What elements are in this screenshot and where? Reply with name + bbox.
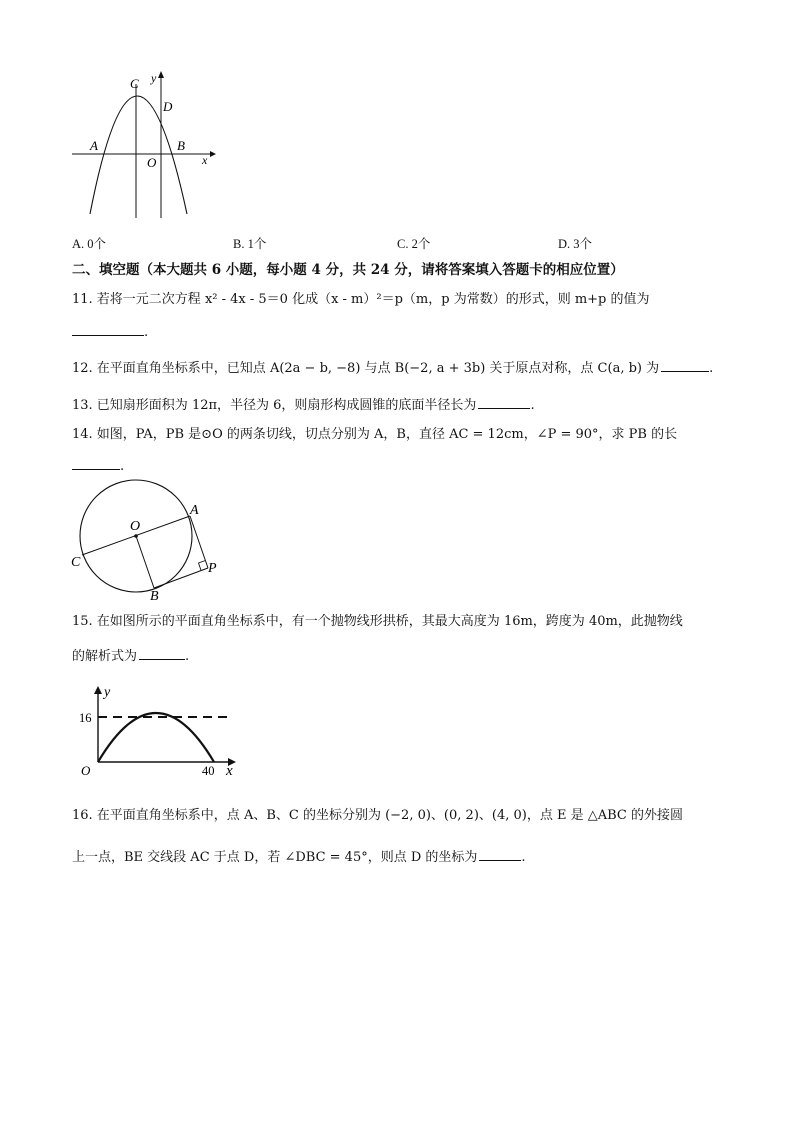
arch-figure (74, 684, 244, 779)
label-o: O (81, 763, 91, 778)
question-15-line1: 15. 在如图所示的平面直角坐标系中，有一个抛物线形拱桥，其最大高度为 16m，跨度为 40m，此抛物线 (72, 614, 683, 629)
option-d: D. 3个 (558, 237, 593, 251)
question-15-line2 (72, 646, 189, 666)
tangent-pb (154, 568, 208, 588)
y-axis-arrow (94, 686, 102, 694)
label-y: y (151, 71, 157, 85)
option-b: B. 1个 (233, 237, 267, 251)
label-b: B (177, 138, 185, 153)
x-axis-arrow (210, 151, 216, 157)
question-12-text: 12. 在平面直角坐标系中，已知点 A(2a − b, −8) 与点 B(−2, a + 3b) 关于原点对称，点 C(a, b) 为 (72, 361, 660, 376)
option-a: A. 0个 (72, 237, 107, 251)
question-16-line2-text: 上一点，BE 交线段 AC 于点 D，若 ∠DBC = 45°，则点 D 的坐标为 (72, 850, 478, 865)
label-p: P (208, 561, 217, 576)
q12-period: . (709, 361, 714, 376)
y-axis-arrow (158, 71, 164, 78)
label-c: C (71, 555, 81, 570)
option-c: C. 2个 (397, 237, 431, 251)
q14-answer-line (72, 455, 124, 476)
label-o: O (130, 519, 141, 534)
label-x: x (202, 153, 208, 167)
q15-period: . (185, 649, 190, 664)
center-dot (134, 534, 138, 538)
radius-ob (136, 536, 154, 588)
question-15-line2-text: 的解析式为 (72, 649, 138, 664)
question-13 (72, 395, 535, 415)
question-16-line1: 16. 在平面直角坐标系中，点 A、B、C 的坐标分别为 (−2, 0)、(0, 2)、(4, 0)，点 E 是 △ABC 的外接圆 (72, 808, 683, 823)
label-16: 16 (79, 711, 92, 725)
label-o: O (147, 155, 157, 170)
q11-period: . (144, 325, 149, 340)
parabola-curve (90, 96, 187, 214)
q16-period: . (521, 850, 526, 865)
question-16-line2 (72, 847, 526, 867)
arch-curve (98, 713, 214, 762)
label-d: D (163, 99, 173, 114)
q13-period: . (530, 398, 535, 413)
q14-period: . (120, 459, 125, 474)
label-a: A (190, 503, 199, 518)
question-13-text: 13. 已知扇形面积为 12π，半径为 6，则扇形构成圆锥的底面半径长为 (72, 398, 477, 413)
circle-figure (68, 478, 228, 603)
question-14: 14. 如图，PA，PB 是⊙O 的两条切线，切点分别为 A，B，直径 AC = 12cm，∠P = 90°，求 PB 的长 (72, 427, 678, 442)
tangent-pa (190, 516, 208, 568)
label-c: C (130, 76, 139, 91)
label-b: B (150, 589, 159, 603)
section-title: 二、填空题（本大题共 6 小题，每小题 4 分，共 24 分，请将答案填入答题卡的相应位置） (72, 262, 624, 278)
parabola-figure (70, 68, 220, 220)
q11-answer-line (72, 321, 148, 342)
label-y: y (104, 685, 111, 700)
question-11: 11. 若将一元二次方程 x² - 4x - 5＝0 化成（x - m）²＝p（m，p 为常数）的形式，则 m+p 的值为 (72, 292, 650, 307)
question-12 (72, 358, 713, 378)
label-40: 40 (202, 764, 215, 778)
label-x: x (226, 763, 233, 779)
label-a: A (90, 138, 98, 153)
